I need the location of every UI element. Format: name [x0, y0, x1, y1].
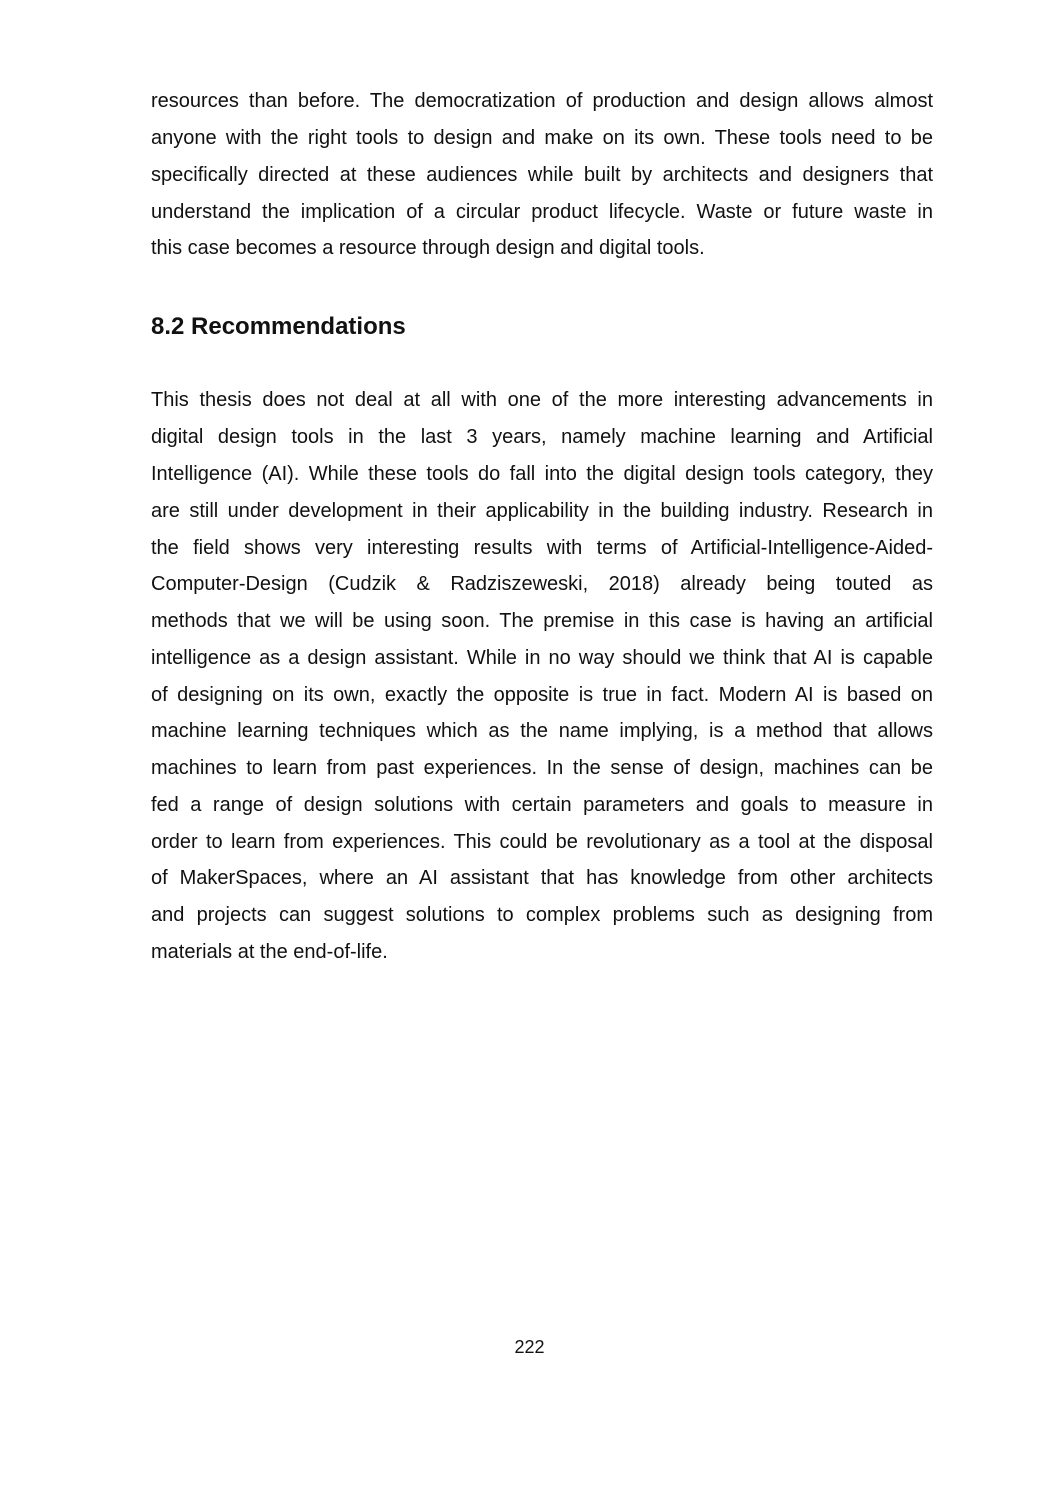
text-line: are still under development in their applicability in the building industry. Research in — [151, 500, 933, 522]
text-line: anyone with the right tools to design and make on its own. These tools need to be — [151, 127, 933, 149]
text-line: digital design tools in the last 3 years, namely machine learning and Artificial — [151, 426, 933, 448]
text-line: and projects can suggest solutions to complex problems such as designing from — [151, 904, 933, 926]
text-line: fed a range of design solutions with certain parameters and goals to measure in — [151, 794, 933, 816]
text-line: machine learning techniques which as the name implying, is a method that allows — [151, 720, 933, 742]
text-line: This thesis does not deal at all with one of the more interesting advancements in — [151, 389, 933, 411]
text-line: of designing on its own, exactly the opposite is true in fact. Modern AI is based on — [151, 684, 933, 706]
text-line: methods that we will be using soon. The premise in this case is having an artificial — [151, 610, 933, 632]
page-number: 222 — [514, 1337, 545, 1357]
text-line: the field shows very interesting results with terms of Artificial-Intelligence-Aided- — [151, 537, 933, 559]
text-line: this case becomes a resource through design and digital tools. — [151, 237, 705, 259]
text-line: specifically directed at these audiences while built by architects and designers that — [151, 164, 933, 186]
text-line: materials at the end-of-life. — [151, 941, 388, 963]
text-line: machines to learn from past experiences. In the sense of design, machines can be — [151, 757, 933, 779]
text-line: order to learn from experiences. This could be revolutionary as a tool at the disposal — [151, 831, 933, 853]
text-line: understand the implication of a circular product lifecycle. Waste or future waste in — [151, 201, 933, 223]
text-line: Intelligence (AI). While these tools do fall into the digital design tools category, they — [151, 463, 933, 485]
text-line: intelligence as a design assistant. While in no way should we think that AI is capable — [151, 647, 933, 669]
section-heading: 8.2 Recommendations — [151, 313, 406, 340]
text-line: Computer-Design (Cudzik & Radziszeweski, 2018) already being touted as — [151, 573, 933, 595]
text-line: of MakerSpaces, where an AI assistant that has knowledge from other architects — [151, 867, 933, 889]
text-line: resources than before. The democratization of production and design allows almost — [151, 90, 933, 112]
